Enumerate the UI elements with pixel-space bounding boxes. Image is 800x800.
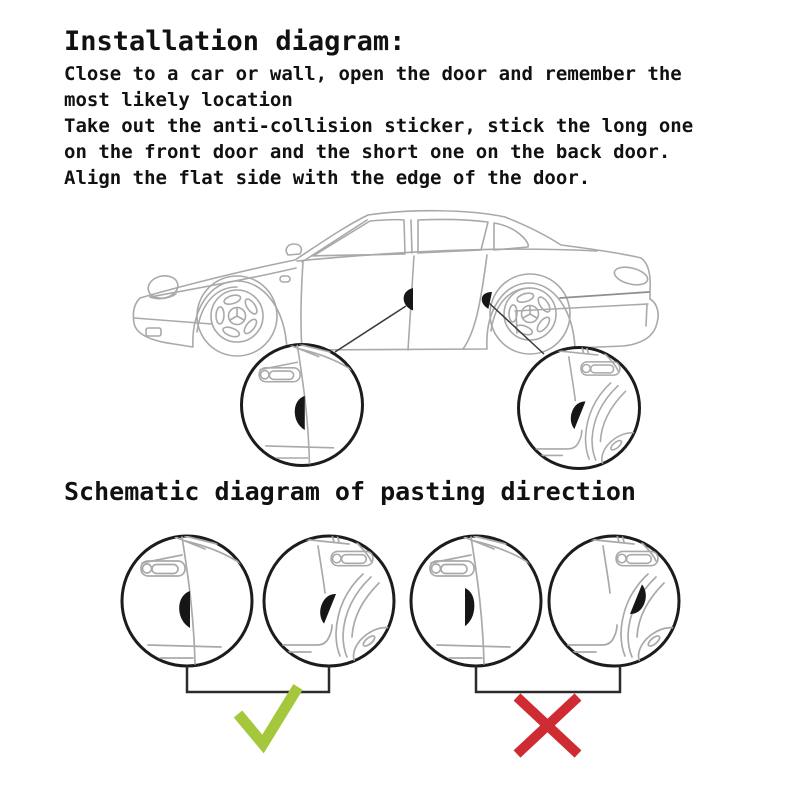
page-title: Installation diagram: — [64, 26, 406, 57]
correct-pasting-example — [122, 535, 408, 744]
leader-line-front — [335, 306, 406, 352]
correct-bracket — [187, 666, 329, 692]
instruction-line: Take out the anti-collision sticker, stick the long one on the front door and the short one on the back door. — [64, 115, 694, 163]
instruction-line: Align the flat side with the edge of the door. — [64, 167, 591, 189]
check-icon — [238, 687, 298, 744]
section-title: Schematic diagram of pasting direction — [64, 477, 636, 506]
cross-icon — [517, 697, 578, 754]
front-door-edge-detail — [242, 345, 363, 466]
instruction-line: Close to a car or wall, open the door and remember the most likely location — [64, 63, 682, 111]
car-side-view-drawing — [133, 211, 658, 356]
incorrect-bracket — [476, 666, 620, 692]
back-door-edge-detail — [519, 347, 653, 479]
incorrect-pasting-example — [411, 535, 693, 754]
